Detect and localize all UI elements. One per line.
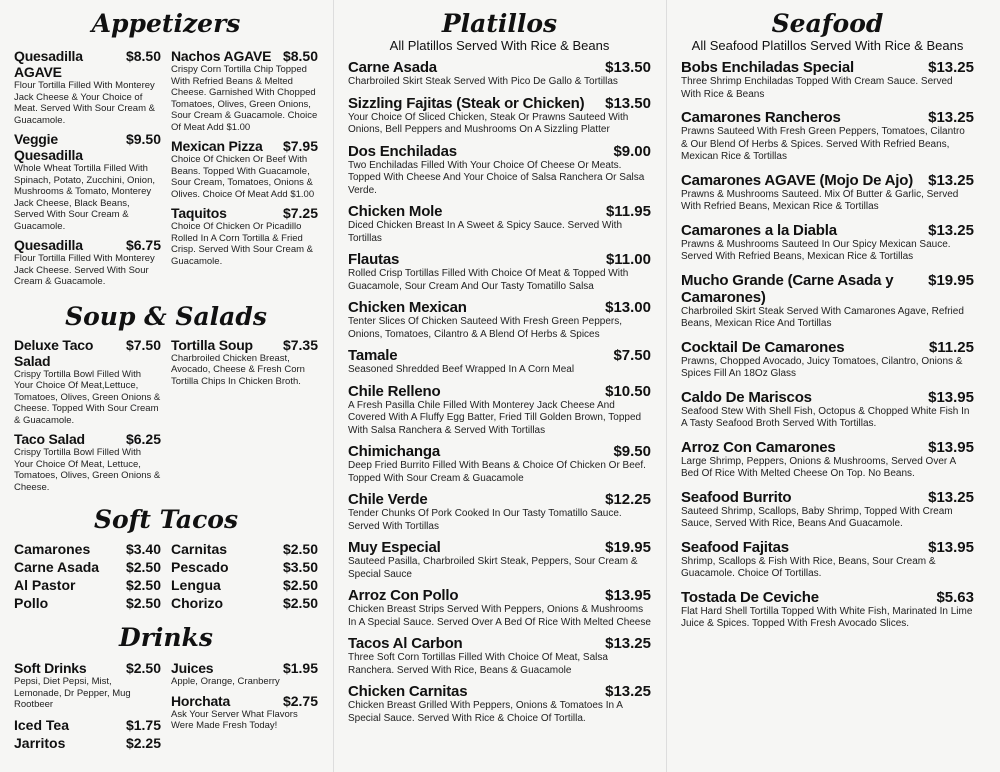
soft-tacos-section (14, 540, 318, 612)
item-name: Sizzling Fajitas (Steak or Chicken) (348, 94, 585, 112)
item-description: Tenter Slices Of Chicken Sauteed With Fresh Green Peppers, Onions, Tomatoes, Cilantro & A Blend Of Herbs & Spices (348, 316, 623, 340)
seafood-list (681, 59, 974, 631)
item-price: $6.75 (125, 237, 161, 253)
item-description: Three Soft Corn Tortillas Filled With Choice Of Meat, Salsa Ranchera. Served With Rice, Beans & Guacamole (348, 652, 608, 676)
item-price: $13.00 (605, 299, 651, 316)
item-price: $13.25 (928, 221, 974, 239)
item-name: Flautas (348, 251, 400, 268)
appetizers-section (14, 48, 318, 293)
appetizers-heading: Appetizers (91, 9, 241, 38)
item-price: $2.50 (125, 595, 161, 611)
item-name: Bobs Enchiladas Special (681, 59, 854, 76)
appetizers-right (171, 48, 318, 293)
item-price: $1.75 (125, 716, 161, 733)
item-price: $2.50 (125, 660, 161, 676)
item-description: Crispy Tortilla Bowl Filled With Your Choice Of Meat, Lettuce, Tomatoes, Olives, Green Onions & Cheese. (14, 447, 161, 493)
menu-item (14, 48, 161, 126)
taco-row (14, 594, 161, 612)
item-price: $7.35 (282, 336, 318, 353)
menu-item (681, 389, 974, 431)
item-name: Mexican Pizza (171, 138, 263, 154)
item-description: Three Shrimp Enchiladas Topped With Cream Sauce. Served With Rice & Beans (681, 76, 953, 100)
item-price: $13.25 (928, 488, 974, 506)
item-price: $19.95 (605, 539, 651, 556)
item-price: $13.25 (605, 683, 651, 700)
menu-item (14, 337, 161, 427)
tacos-right (171, 540, 318, 612)
menu-item (681, 589, 974, 631)
drinks-heading: Drinks (119, 623, 213, 652)
menu-item (681, 539, 974, 581)
item-price: $1.95 (282, 660, 318, 676)
item-description: Shrimp, Scallops & Fish With Rice, Beans, Sour Cream & Guacamole. Choice Of Tortillas. (681, 555, 936, 579)
item-name: Tamale (348, 347, 398, 364)
menu-item (681, 439, 974, 481)
item-name: Deluxe Taco Salad (14, 336, 94, 369)
taco-row (171, 540, 318, 558)
item-name: Nachos AGAVE (171, 48, 272, 64)
item-price: $12.25 (605, 491, 651, 508)
menu-item (681, 172, 974, 214)
item-name: Camarones (14, 541, 91, 557)
item-description: Choice Of Chicken Or Beef With Beans. Topped With Guacamole, Sour Cream, Tomatoes, Onions & Olives. Choice Of Meat Add $1.00 (171, 154, 315, 200)
item-price: $9.50 (613, 443, 651, 460)
item-name: Camarones AGAVE (Mojo De Ajo) (681, 171, 914, 189)
item-price: $13.50 (605, 59, 651, 76)
item-price: $9.50 (125, 131, 161, 147)
menu-item (348, 59, 651, 89)
item-name: Tortilla Soup (171, 336, 253, 353)
item-name: Juices (171, 660, 214, 676)
seafood-heading: Seafood (771, 9, 884, 38)
item-price: $5.63 (936, 588, 974, 606)
soups-left (14, 337, 161, 499)
item-price: $2.50 (125, 577, 161, 593)
item-price: $7.50 (125, 336, 161, 353)
soup-salads-heading: Soup & Salads (65, 301, 267, 331)
soft-tacos-heading: Soft Tacos (93, 505, 239, 534)
item-description: Charbroiled Chicken Breast, Avocado, Cheese & Fresh Corn Tortilla Chips In Chicken Broth. (171, 352, 305, 387)
item-price: $3.50 (282, 559, 318, 575)
item-name: Caldo De Mariscos (681, 388, 812, 406)
item-name: Quesadilla AGAVE (14, 48, 83, 80)
item-name: Chorizo (171, 595, 224, 611)
item-price: $7.50 (613, 347, 651, 364)
item-name: Veggie Quesadilla (14, 131, 83, 163)
item-price: $13.25 (605, 635, 651, 652)
menu-item (348, 683, 651, 725)
item-name: Chicken Mole (348, 203, 443, 220)
item-name: Carnitas (171, 541, 228, 557)
item-name: Muy Especial (348, 539, 441, 556)
menu-item (348, 251, 651, 293)
item-description: Choice Of Chicken Or Picadillo Rolled In A Corn Tortilla & Fried Crisp. Served With Sour Cream & Guacamole. (171, 221, 314, 267)
menu-item (171, 660, 318, 688)
item-name: Chimichanga (348, 443, 440, 460)
item-description: Rolled Crisp Tortillas Filled With Choice Of Meat & Topped With Guacamole, Sour Cream And Our Tasty Tomatillo Salsa (348, 268, 629, 292)
item-description: Tender Chunks Of Pork Cooked In Our Tasty Tomatillo Sauce. Served With Tortillas (348, 508, 622, 532)
drinks-left (14, 660, 161, 752)
item-name: Carne Asada (14, 559, 100, 575)
item-description: Crispy Corn Tortilla Chip Topped With Refried Beans & Melted Cheese. Garnished With Chopped Tomatoes, Olives, Green Onions, Sour Cream & Guacamole. Choice Of Meat Add $1.00 (171, 64, 318, 133)
item-description: Apple, Orange, Cranberry (171, 676, 280, 687)
item-description: Diced Chicken Breast In A Sweet & Spicy Sauce. Served With Tortillas (348, 220, 623, 244)
taco-row (14, 558, 161, 576)
item-price: $11.25 (928, 338, 974, 356)
menu-item (348, 443, 651, 485)
platillos-list (348, 59, 651, 725)
item-price: $13.95 (928, 538, 974, 556)
item-name: Arroz Con Camarones (681, 438, 836, 456)
item-price: $11.00 (605, 251, 651, 268)
item-description: Your Choice Of Sliced Chicken, Steak Or Prawns Sauteed With Onions, Bell Peppers and Mushrooms On A Sizzling Platter (348, 111, 629, 135)
item-description: Sauteed Pasilla, Charbroiled Skirt Steak, Peppers, Sour Cream & Special Sauce (348, 556, 638, 580)
item-price: $2.50 (125, 559, 161, 575)
menu-item (171, 138, 318, 200)
item-price: $3.40 (125, 541, 161, 557)
right-panel (666, 0, 1000, 772)
platillos-heading: Platillos (441, 9, 558, 38)
item-name: Taco Salad (14, 431, 85, 447)
item-price: $7.95 (282, 138, 318, 154)
drinks-section (14, 660, 318, 752)
item-price: $7.25 (282, 205, 318, 221)
item-price: $13.95 (605, 587, 651, 604)
item-description: Flour Tortilla Filled With Monterey Jack Cheese. Served With Sour Cream & Guacamole. (14, 253, 155, 287)
item-price: $10.50 (605, 382, 651, 400)
middle-panel (333, 0, 665, 772)
item-description: Ask Your Server What Flavors Were Made Fresh Today! (171, 708, 298, 731)
item-price: $2.50 (282, 541, 318, 557)
soup-salads-section (14, 337, 318, 499)
appetizers-left (14, 48, 161, 293)
seafood-subtitle: All Seafood Platillos Served With Rice & Beans (691, 38, 964, 53)
item-description: Large Shrimp, Peppers, Onions & Mushrooms, Served Over A Bed Of Rice With Melted Cheese On Top. No Beans. (681, 455, 956, 479)
item-name: Horchata (171, 692, 231, 709)
menu-item (14, 131, 161, 232)
item-price: $2.75 (282, 692, 318, 709)
menu-item (681, 272, 974, 331)
item-name: Seafood Burrito (681, 488, 792, 506)
drinks-right (171, 660, 318, 752)
item-name: Iced Tea (14, 716, 69, 733)
item-name: Taquitos (171, 205, 227, 221)
tacos-left (14, 540, 161, 612)
menu-item (14, 431, 161, 493)
menu-item (681, 222, 974, 264)
item-description: Chicken Breast Strips Served With Peppers, Onions & Mushrooms In A Special Sauce. Served Over A Bed Of Rice With Melted Cheese (348, 604, 651, 628)
menu-item (171, 205, 318, 267)
item-price: $2.50 (282, 577, 318, 593)
item-price: $19.95 (928, 271, 974, 289)
item-price: $13.25 (928, 171, 974, 189)
menu-item (14, 237, 161, 288)
item-price: $6.25 (125, 431, 161, 447)
item-description: Prawns Sauteed With Fresh Green Peppers, Tomatoes, Cilantro & Our Blend Of Herbs & Spices. Served With Refried Beans, Mexican Rice & Tortillas (681, 126, 965, 162)
menu-item (348, 587, 651, 629)
item-name: Dos Enchiladas (348, 142, 457, 160)
menu-item (348, 95, 651, 137)
item-name: Al Pastor (14, 577, 76, 593)
item-name: Cocktail De Camarones (681, 338, 845, 356)
item-name: Pescado (171, 559, 229, 575)
item-description: Two Enchiladas Filled With Your Choice Of Cheese Or Meats. Topped With Cheese And Your Choice of Salsa Ranchera Or Salsa Verde. (348, 159, 645, 196)
taco-row (14, 540, 161, 558)
drink-row (14, 716, 161, 734)
drink-row (14, 734, 161, 752)
menu-item (348, 539, 651, 581)
platillos-subtitle: All Platillos Served With Rice & Beans (389, 38, 610, 53)
item-name: Mucho Grande (Carne Asada y Camarones) (681, 271, 894, 306)
menu-item (348, 143, 651, 198)
item-name: Carne Asada (348, 59, 437, 76)
item-price: $11.95 (605, 203, 651, 220)
item-name: Seafood Fajitas (681, 538, 789, 556)
taco-row (171, 558, 318, 576)
item-name: Lengua (171, 577, 221, 593)
menu-item (171, 48, 318, 133)
item-price: $13.95 (928, 438, 974, 456)
item-name: Camarones a la Diabla (681, 221, 837, 239)
item-description: Seafood Stew With Shell Fish, Octopus & Chopped White Fish In A Tasty Seafood Broth Served With Tortillas. (681, 405, 970, 429)
item-price: $2.50 (282, 595, 318, 611)
item-name: Soft Drinks (14, 660, 87, 676)
item-price: $13.25 (928, 109, 974, 126)
item-price: $8.50 (282, 48, 318, 64)
item-description: Prawns & Mushrooms Sauteed. Mix Of Butter & Garlic, Served With Refried Beans, Mexican Rice & Tortillas (681, 188, 959, 212)
item-description: Prawns & Mushrooms Sauteed In Our Spicy Mexican Sauce. Served With Refried Beans, Mexican Rice & Tortillas (681, 238, 951, 262)
item-name: Quesadilla (14, 237, 83, 253)
item-name: Arroz Con Pollo (348, 587, 459, 604)
item-name: Camarones Rancheros (681, 109, 841, 126)
item-price: $2.25 (125, 734, 161, 751)
item-name: Chile Verde (348, 491, 428, 508)
item-description: A Fresh Pasilla Chile Filled With Monterey Jack Cheese And Covered With A Fluffy Egg Batter, Fried Till Golden Brown, Topped With Salsa Ranchera & Served With Tortillas (348, 399, 642, 436)
item-name: Chile Relleno (348, 382, 441, 400)
item-name: Pollo (14, 595, 49, 611)
item-price: $13.95 (928, 388, 974, 406)
item-price: $13.50 (605, 94, 651, 112)
item-price: $13.25 (928, 59, 974, 76)
menu-item (348, 347, 651, 377)
soups-right (171, 337, 318, 499)
item-price: $8.50 (125, 48, 161, 64)
item-description: Whole Wheat Tortilla Filled With Spinach, Potato, Zucchini, Onion, Mushrooms & Tomato, Monterey Jack Cheese, Black Beans, Served With Sour Cream & Guacamole. (14, 163, 155, 232)
menu-item (171, 337, 318, 388)
item-name: Tostada De Ceviche (681, 588, 819, 606)
menu-item (681, 59, 974, 101)
menu-item (681, 109, 974, 164)
menu-item (171, 693, 318, 732)
item-description: Charbroiled Skirt Steak Served With Camarones Agave, Refried Beans, Mexican Rice And Tortillas (681, 305, 964, 329)
menu-item (348, 491, 651, 533)
menu-item (681, 489, 974, 531)
item-price: $9.00 (613, 142, 651, 160)
left-panel (0, 0, 332, 772)
taco-row (14, 576, 161, 594)
menu-item (348, 299, 651, 341)
item-description: Prawns, Chopped Avocado, Juicy Tomatoes, Cilantro, Onions & Spices Fill An 18Oz Glass (681, 355, 963, 379)
item-name: Chicken Mexican (348, 299, 467, 316)
item-description: Deep Fried Burrito Filled With Beans & Choice Of Chicken Or Beef. Topped With Sour Cream & Guacamole (348, 460, 646, 484)
item-name: Chicken Carnitas (348, 683, 468, 700)
item-name: Jarritos (14, 734, 66, 751)
menu-item (348, 203, 651, 245)
menu-item (348, 635, 651, 677)
item-description: Seasoned Shredded Beef Wrapped In A Corn Meal (348, 364, 575, 375)
taco-row (171, 594, 318, 612)
menu-item (14, 660, 161, 711)
item-description: Flour Tortilla Filled With Monterey Jack Cheese & Your Choice of Meat. Served With Sour Cream & Guacamole. (14, 80, 155, 126)
item-description: Chicken Breast Grilled With Peppers, Onions & Tomatoes In A Special Sauce. Served With Rice & Choice Of Tortilla. (348, 700, 623, 724)
taco-row (171, 576, 318, 594)
item-description: Pepsi, Diet Pepsi, Mist, Lemonade, Dr Pepper, Mug Rootbeer (14, 676, 131, 710)
menu-item (681, 339, 974, 381)
item-description: Charbroiled Skirt Steak Served With Pico De Gallo & Tortillas (348, 76, 618, 87)
item-description: Crispy Tortilla Bowl Filled With Your Choice Of Meat,Lettuce, Tomatoes, Olives, Green Onions & Cheese. Topped With Sour Cream & Guacamole. (14, 368, 161, 426)
item-name: Tacos Al Carbon (348, 635, 463, 652)
item-description: Sauteed Shrimp, Scallops, Baby Shrimp, Topped With Cream Sauce, Served With Rice, Beans And Guacamole. (681, 505, 953, 529)
menu-item (348, 383, 651, 438)
item-description: Flat Hard Shell Tortilla Topped With White Fish, Marinated In Lime Juice & Spices. Topped With Fresh Avocado Slices. (681, 605, 973, 629)
